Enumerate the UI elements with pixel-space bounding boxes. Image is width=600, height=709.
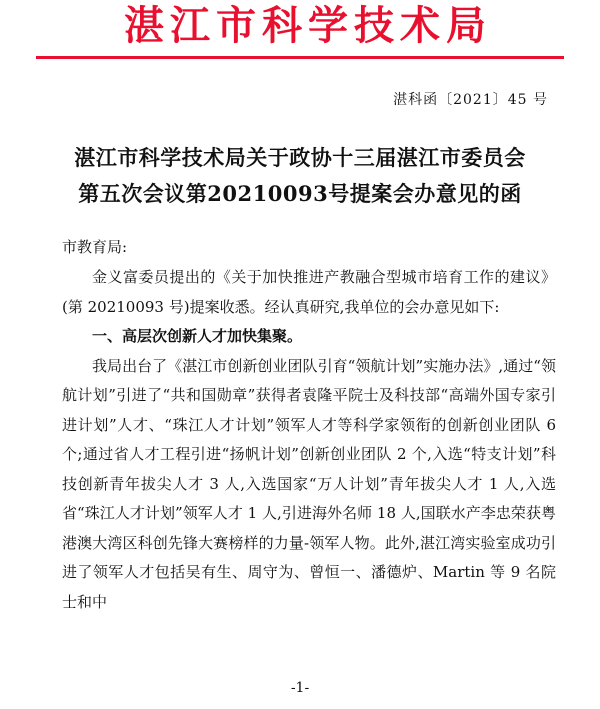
document-title [44,140,556,212]
intro-paragraph: 金义富委员提出的《关于加快推进产教融合型城市培育工作的建议》(第 20210093 号)提案收悉。经认真研究,我单位的会办意见如下: [62,268,556,316]
letterhead-red-rule [36,56,564,59]
document-body [62,263,556,617]
document-number: 湛科函〔2021〕45 号 [393,92,548,108]
document-title-line-2: 第五次会议第20210093号提案会办意见的函 [78,181,522,206]
section-1-paragraph: 我局出台了《湛江市创新创业团队引育“领航计划”实施办法》,通过“领航计划”引进了“共和国勋章”获得者袁隆平院士及科技部“高端外国专家引进计划”人才、“珠江人才计划”领军人才等科学家领衔的创新创业团队 6 个;通过省人才工程引进“扬帆计划”创新创业团队 2 个,入选“特支计划”科技创新青年拔尖人才 3 人,入选国家“万人计划”青年拔尖人才 1 人,入选省“珠江人才计划”领军人才 1 人,引进海外名师 18 人,国联水产李忠荣获粤港澳大湾区科创先锋大赛榜样的力量-领军人物。此外,湛江湾实验室成功引进了领军人才包括吴有生、周守为、曾恒一、潘德炉、Martin 等 9 名院士和中 [62,356,556,611]
document-title-line-1: 湛江市科学技术局关于政协十三届湛江市委员会 [74,145,526,170]
section-1-heading: 一、高层次创新人才加快集聚。 [92,327,303,345]
page-number: -1- [290,680,310,696]
recipient-salutation: 市教育局: [62,238,128,256]
letterhead-title: 湛江市科学技术局 [124,3,492,49]
